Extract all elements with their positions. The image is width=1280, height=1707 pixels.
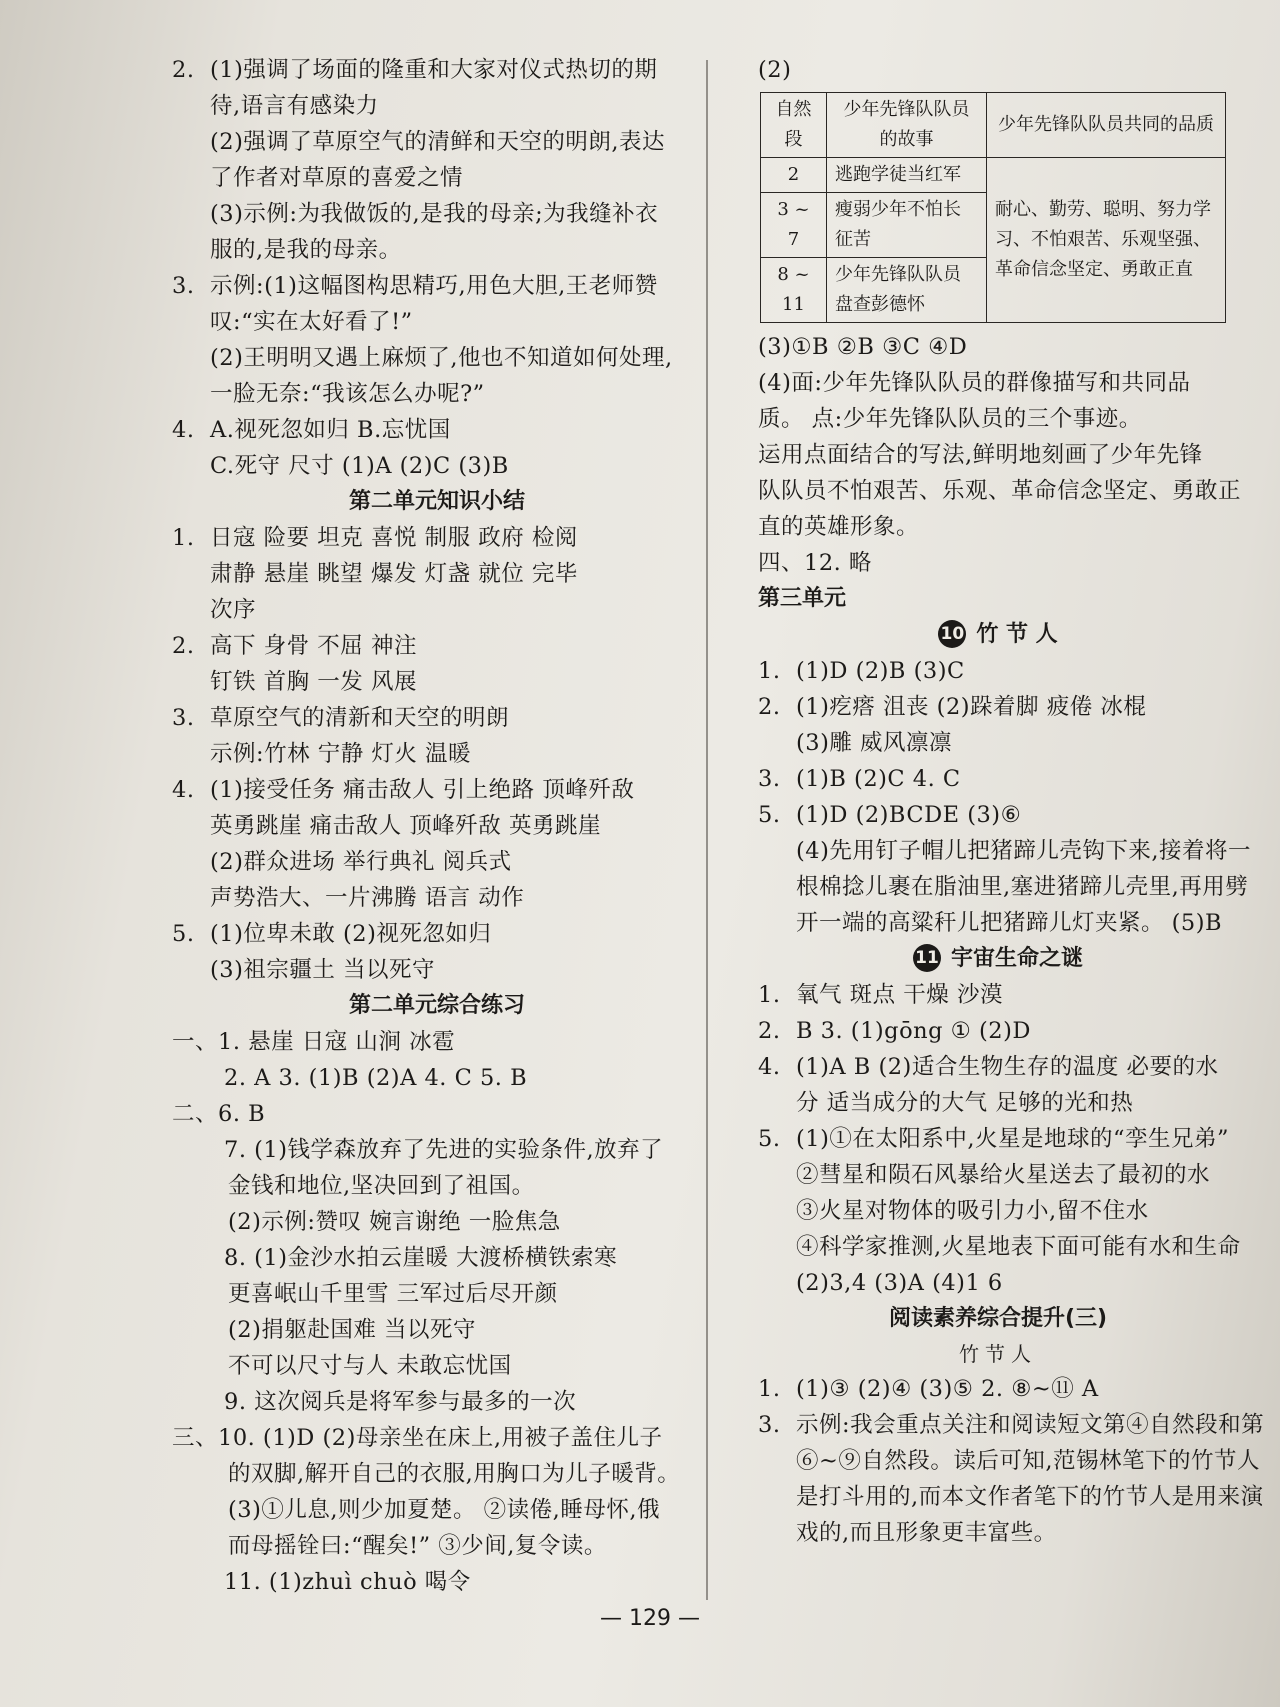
question-number: 2. (758, 1018, 781, 1044)
answer-text: (1)A B (2)适合生物生存的温度 必要的水 (796, 1054, 1219, 1080)
answer-text: 氧气 斑点 干燥 沙漠 (796, 982, 1003, 1008)
answer-text: A.视死忽如归 B.忘忧国 (210, 417, 451, 443)
answer-line: ④科学家推测,火星地表下面可能有水和生命 (796, 1234, 1241, 1260)
answer-line: (3)祖宗疆土 当以死守 (210, 957, 436, 983)
answer-line (758, 797, 1238, 833)
right-column (758, 52, 1265, 1551)
answer-text: (1)B (2)C 4. C (796, 766, 961, 792)
answer-line: (4)面:少年先锋队队员的群像描写和共同品 (758, 370, 1191, 396)
table-cell-story: 少年先锋队队员盘查彭德怀 (827, 258, 987, 323)
answer-text: 草原空气的清新和天空的明朗 (210, 705, 510, 731)
answer-line (758, 689, 1238, 725)
section-heading: 第二单元综合练习 (348, 993, 525, 1018)
answer-line: (2)王明明又遇上麻烦了,他也不知道如何处理, (210, 345, 673, 371)
answer-line: 英勇跳崖 痛击敌人 顶峰歼敌 英勇跳崖 (210, 813, 601, 839)
answer-line: 2. A 3. (1)B (2)A 4. C 5. B (224, 1065, 528, 1091)
table-cell-quality: 耐心、勤劳、聪明、努力学习、不怕艰苦、乐观坚强、革命信念坚定、勇敢正直 (987, 158, 1226, 323)
question-number: 1. (758, 1376, 781, 1402)
table-header-row (761, 93, 1226, 158)
unit-heading: 第三单元 (758, 586, 847, 611)
lesson-heading (758, 1301, 1238, 1337)
lesson-number-badge: 11 (913, 944, 941, 972)
answer-line: 三、10. (1)D (2)母亲坐在床上,用被子盖住儿子 (172, 1425, 663, 1451)
answer-line: (2)捐躯赴国难 当以死守 (228, 1317, 477, 1343)
answer-text: (1)疙瘩 沮丧 (2)跺着脚 疲倦 冰棍 (796, 694, 1147, 720)
answer-line: 金钱和地位,坚决回到了祖国。 (228, 1173, 535, 1199)
answer-line: 更喜岷山千里雪 三军过后尽开颜 (228, 1281, 558, 1307)
answer-line: 11. (1)zhuì chuò 喝令 (224, 1569, 471, 1595)
answer-line (758, 1049, 1238, 1085)
answer-line (172, 628, 702, 664)
answer-line: 一、1. 悬崖 日寇 山涧 冰雹 (172, 1029, 456, 1055)
answer-line: 8. (1)金沙水拍云崖暖 大渡桥横铁索寒 (224, 1245, 618, 1271)
answer-line: (2)示例:赞叹 婉言谢绝 一脸焦急 (228, 1209, 561, 1235)
question-label: (2) (758, 57, 792, 83)
answer-line: 待,语言有感染力 (210, 93, 379, 119)
table-cell-story: 瘦弱少年不怕长征苦 (827, 193, 987, 258)
answer-line: (2)强调了草原空气的清鲜和天空的明朗,表达 (210, 129, 666, 155)
column-divider (706, 60, 708, 1600)
answer-line (172, 52, 702, 88)
answer-text: 日寇 险要 坦克 喜悦 制服 政府 检阅 (210, 525, 578, 551)
answer-text: (1)③ (2)④ (3)⑤ 2. ⑧~⑪ A (796, 1376, 1099, 1402)
answer-line (172, 916, 702, 952)
lesson-title: 宇宙生命之谜 (950, 946, 1083, 971)
answer-text: (1)①在太阳系中,火星是地球的“孪生兄弟” (796, 1126, 1230, 1152)
table-header-cell: 少年先锋队队员的故事 (827, 93, 987, 158)
answer-line: (3)示例:为我做饭的,是我的母亲;为我缝补衣 (210, 201, 659, 227)
answer-line: 7. (1)钱学森放弃了先进的实验条件,放弃了 (224, 1137, 664, 1163)
answer-line: 分 适当成分的大气 足够的光和热 (796, 1090, 1134, 1116)
answer-line: 次序 (210, 597, 257, 623)
answer-line: 质。 点:少年先锋队队员的三个事迹。 (758, 406, 1142, 432)
answer-line: 是打斗用的,而本文作者笔下的竹节人是用来演 (796, 1484, 1264, 1510)
answer-line: 运用点面结合的写法,鲜明地刻画了少年先锋 (758, 442, 1203, 468)
answer-text: (1)位卑未敢 (2)视死忽如归 (210, 921, 492, 947)
answer-line: 示例:竹林 宁静 灯火 温暖 (210, 741, 472, 767)
answer-table (760, 92, 1226, 323)
answer-line (172, 412, 702, 448)
question-number: 2. (758, 694, 781, 720)
answer-line: 不可以尺寸与人 未敢忘忧国 (228, 1353, 512, 1379)
answer-line: 的双脚,解开自己的衣服,用胸口为儿子暖背。 (228, 1461, 681, 1487)
question-number: 1. (758, 658, 781, 684)
answer-text: (1)D (2)BCDE (3)⑥ (796, 802, 1022, 828)
answer-text: (1)接受任务 痛击敌人 引上绝路 顶峰歼敌 (210, 777, 635, 803)
answer-line (758, 653, 1238, 689)
question-number: 3. (172, 705, 195, 731)
question-number: 5. (172, 921, 195, 947)
page-number: — 129 — (600, 1606, 700, 1631)
answer-line: ②彗星和陨石风暴给火星送去了最初的水 (796, 1162, 1211, 1188)
answer-line: 二、6. B (172, 1101, 266, 1127)
answer-line (172, 268, 702, 304)
answer-line: ③火星对物体的吸引力小,留不住水 (796, 1198, 1149, 1224)
right-lines (758, 329, 1265, 1551)
question-number: 4. (172, 777, 195, 803)
left-column (172, 52, 702, 1600)
answer-line: 开一端的高粱秆儿把猪蹄儿灯夹紧。 (5)B (796, 910, 1223, 936)
answer-text: 示例:我会重点关注和阅读短文第④自然段和第 (796, 1412, 1265, 1438)
answer-text: (1)D (2)B (3)C (796, 658, 965, 684)
answer-line: 一脸无奈:“我该怎么办呢?” (210, 381, 485, 407)
answer-text: B 3. (1)gōng ① (2)D (796, 1018, 1031, 1044)
question-number: 4. (172, 417, 195, 443)
answer-line: 四、12. 略 (758, 550, 872, 576)
answer-line (758, 977, 1238, 1013)
question-number: 4. (758, 1054, 781, 1080)
lesson-heading (758, 941, 1238, 977)
answer-text: 示例:(1)这幅图构思精巧,用色大胆,王老师赞 (210, 273, 658, 299)
answer-line: 肃静 悬崖 眺望 爆发 灯盏 就位 完毕 (210, 561, 578, 587)
answer-text: (1)强调了场面的隆重和大家对仪式热切的期 (210, 57, 658, 83)
table-cell-story: 逃跑学徒当红军 (827, 158, 987, 193)
answer-line (172, 772, 702, 808)
question-number: 3. (758, 1412, 781, 1438)
question-number: 2. (172, 633, 195, 659)
answer-line: (3)雕 威风凛凛 (796, 730, 953, 756)
answer-line: 钉铁 首胸 一发 风展 (210, 669, 417, 695)
lesson-number-badge: 10 (938, 620, 966, 648)
answer-line: 声势浩大、一片沸腾 语言 动作 (210, 885, 525, 911)
answer-line (172, 700, 702, 736)
question-number: 1. (172, 525, 195, 551)
answer-line: ⑥~⑨自然段。读后可知,范锡林笔下的竹节人 (796, 1448, 1261, 1474)
answer-line: (4)先用钉子帽儿把猪蹄儿壳钩下来,接着将一 (796, 838, 1252, 864)
answer-line (758, 761, 1238, 797)
question-number: 3. (758, 766, 781, 792)
answer-line: 而母摇铨曰:“醒矣!” ③少间,复令读。 (228, 1533, 607, 1559)
answer-line (758, 1013, 1238, 1049)
answer-line: 队队员不怕艰苦、乐观、革命信念坚定、勇敢正 (758, 478, 1242, 504)
lesson-heading (758, 617, 1238, 653)
table-cell-para: 2 (761, 158, 827, 193)
table-header-cell: 少年先锋队队员共同的品质 (987, 93, 1226, 158)
question-number: 3. (172, 273, 195, 299)
lesson-title: 阅读素养综合提升(三) (888, 1306, 1108, 1331)
answer-line: (2)3,4 (3)A (4)1 6 (796, 1270, 1003, 1296)
answer-line: (3)①儿息,则少加夏楚。 ②读倦,睡母怀,俄 (228, 1497, 660, 1523)
answer-line: (2)群众进场 举行典礼 阅兵式 (210, 849, 512, 875)
answer-line: 叹:“实在太好看了!” (210, 309, 413, 335)
question-number: 5. (758, 1126, 781, 1152)
answer-line (758, 1121, 1238, 1157)
answer-line (758, 1407, 1265, 1443)
lesson-title: 竹 节 人 (976, 622, 1058, 647)
answer-line (758, 1371, 1238, 1407)
answer-text: 高下 身骨 不屈 神注 (210, 633, 417, 659)
answer-line: 了作者对草原的喜爱之情 (210, 165, 464, 191)
reading-subtitle: 竹节人 (959, 1342, 1037, 1366)
table-header-cell: 自然段 (761, 93, 827, 158)
answer-line: 9. 这次阅兵是将军参与最多的一次 (224, 1389, 577, 1415)
answer-line: (3)①B ②B ③C ④D (758, 334, 968, 360)
section-heading: 第二单元知识小结 (348, 489, 525, 514)
question-number: 5. (758, 802, 781, 828)
table-row (761, 158, 1226, 193)
answer-line (172, 520, 702, 556)
question-number: 2. (172, 57, 195, 83)
answer-line: 直的英雄形象。 (758, 514, 920, 540)
question-number: 1. (758, 982, 781, 1008)
answer-line: 戏的,而且形象更丰富些。 (796, 1520, 1057, 1546)
table-cell-para: 8 ~ 11 (761, 258, 827, 323)
answer-line: 根棉捻儿裹在脂油里,塞进猪蹄儿壳里,再用劈 (796, 874, 1249, 900)
table-cell-para: 3 ~ 7 (761, 193, 827, 258)
answer-line: 服的,是我的母亲。 (210, 237, 402, 263)
answer-line: C.死守 尺寸 (1)A (2)C (3)B (210, 453, 509, 479)
